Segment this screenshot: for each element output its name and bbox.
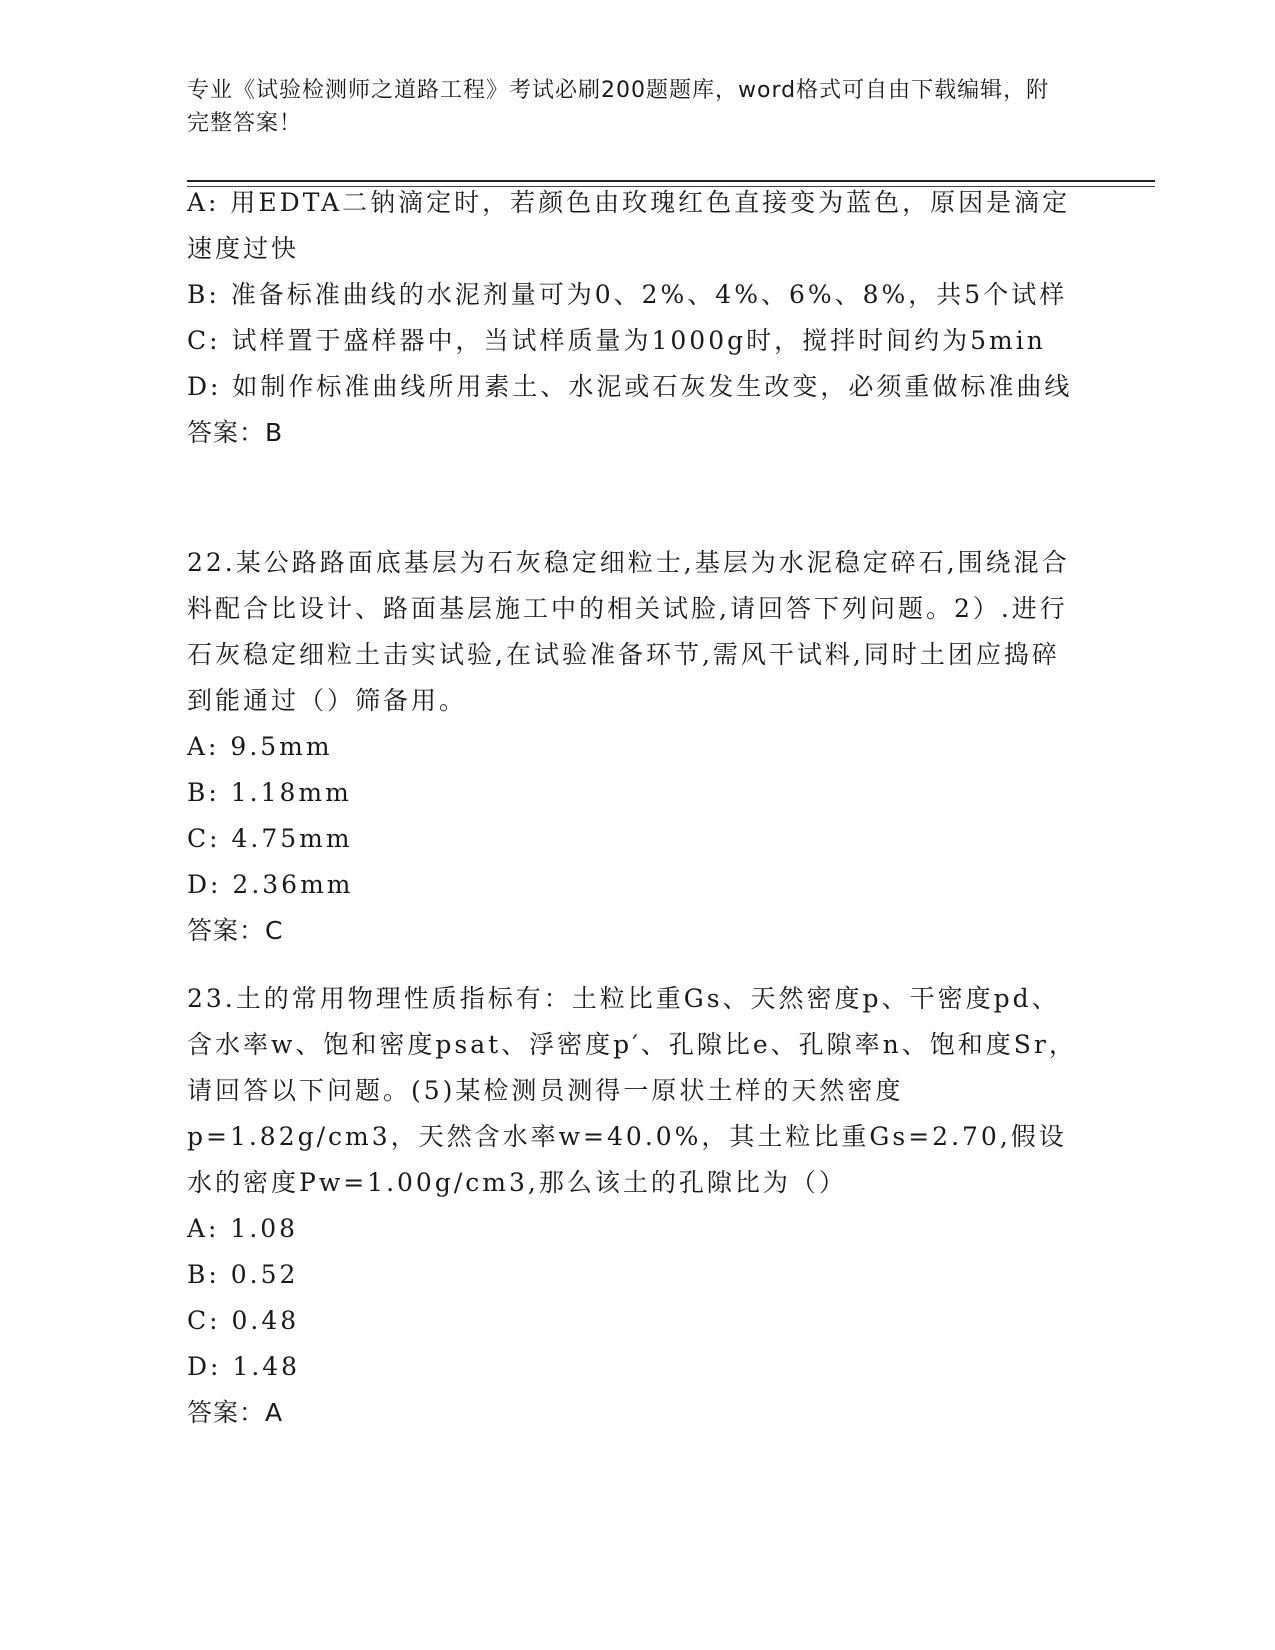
question-21 bbox=[187, 180, 1087, 456]
option-a: A: 9.5mm bbox=[187, 732, 333, 761]
option-d: D: 2.36mm bbox=[187, 870, 354, 899]
option-b: B: 1.18mm bbox=[187, 778, 352, 807]
option-c: C: 试样置于盛样器中，当试样质量为1000g时，搅拌时间约为5min bbox=[187, 326, 1046, 355]
option-d: D: 1.48 bbox=[187, 1352, 301, 1381]
answer: 答案：C bbox=[187, 916, 284, 945]
option-a: A: 1.08 bbox=[187, 1214, 299, 1243]
answer: 答案：A bbox=[187, 1398, 284, 1427]
question-22 bbox=[187, 540, 1087, 954]
question-stem: 22.某公路路面底基层为石灰稳定细粒士,基层为水泥稳定碎石,围绕混合料配合比设计、路面基层施工中的相关试脸,请回答下列问题。2）.进行石灰稳定细粒土击实试验,在试验准备环节,需风干试料,同时土团应捣碎到能通过（）筛备用。 bbox=[187, 548, 1070, 715]
option-a: A: 用EDTA二钠滴定时，若颜色由玫瑰红色直接变为蓝色，原因是滴定速度过快 bbox=[187, 188, 1071, 263]
answer: 答案：B bbox=[187, 418, 284, 447]
option-d: D: 如制作标准曲线所用素土、水泥或石灰发生改变，必须重做标准曲线 bbox=[187, 372, 1073, 401]
option-c: C: 4.75mm bbox=[187, 824, 353, 853]
document-header: 专业《试验检测师之道路工程》考试必刷200题题库，word格式可自由下载编辑，附完整答案！ bbox=[187, 78, 1050, 136]
option-b: B: 0.52 bbox=[187, 1260, 299, 1289]
option-b: B: 准备标准曲线的水泥剂量可为0、2%、4%、6%、8%，共5个试样 bbox=[187, 280, 1068, 309]
question-23 bbox=[187, 976, 1087, 1436]
question-stem: 23.土的常用物理性质指标有：土粒比重Gs、天然密度p、干密度pd、含水率w、饱和密度psat、浮密度p′、孔隙比e、孔隙率n、饱和度Sr，请回答以下问题。(5)某检测员测得一原状土样的天然密度p=1.82g/cm3，天然含水率w=40.0%，其土粒比重Gs=2.70,假设水的密度Pw=1.00g/cm3,那么该土的孔隙比为（） bbox=[187, 984, 1077, 1197]
option-c: C: 0.48 bbox=[187, 1306, 300, 1335]
